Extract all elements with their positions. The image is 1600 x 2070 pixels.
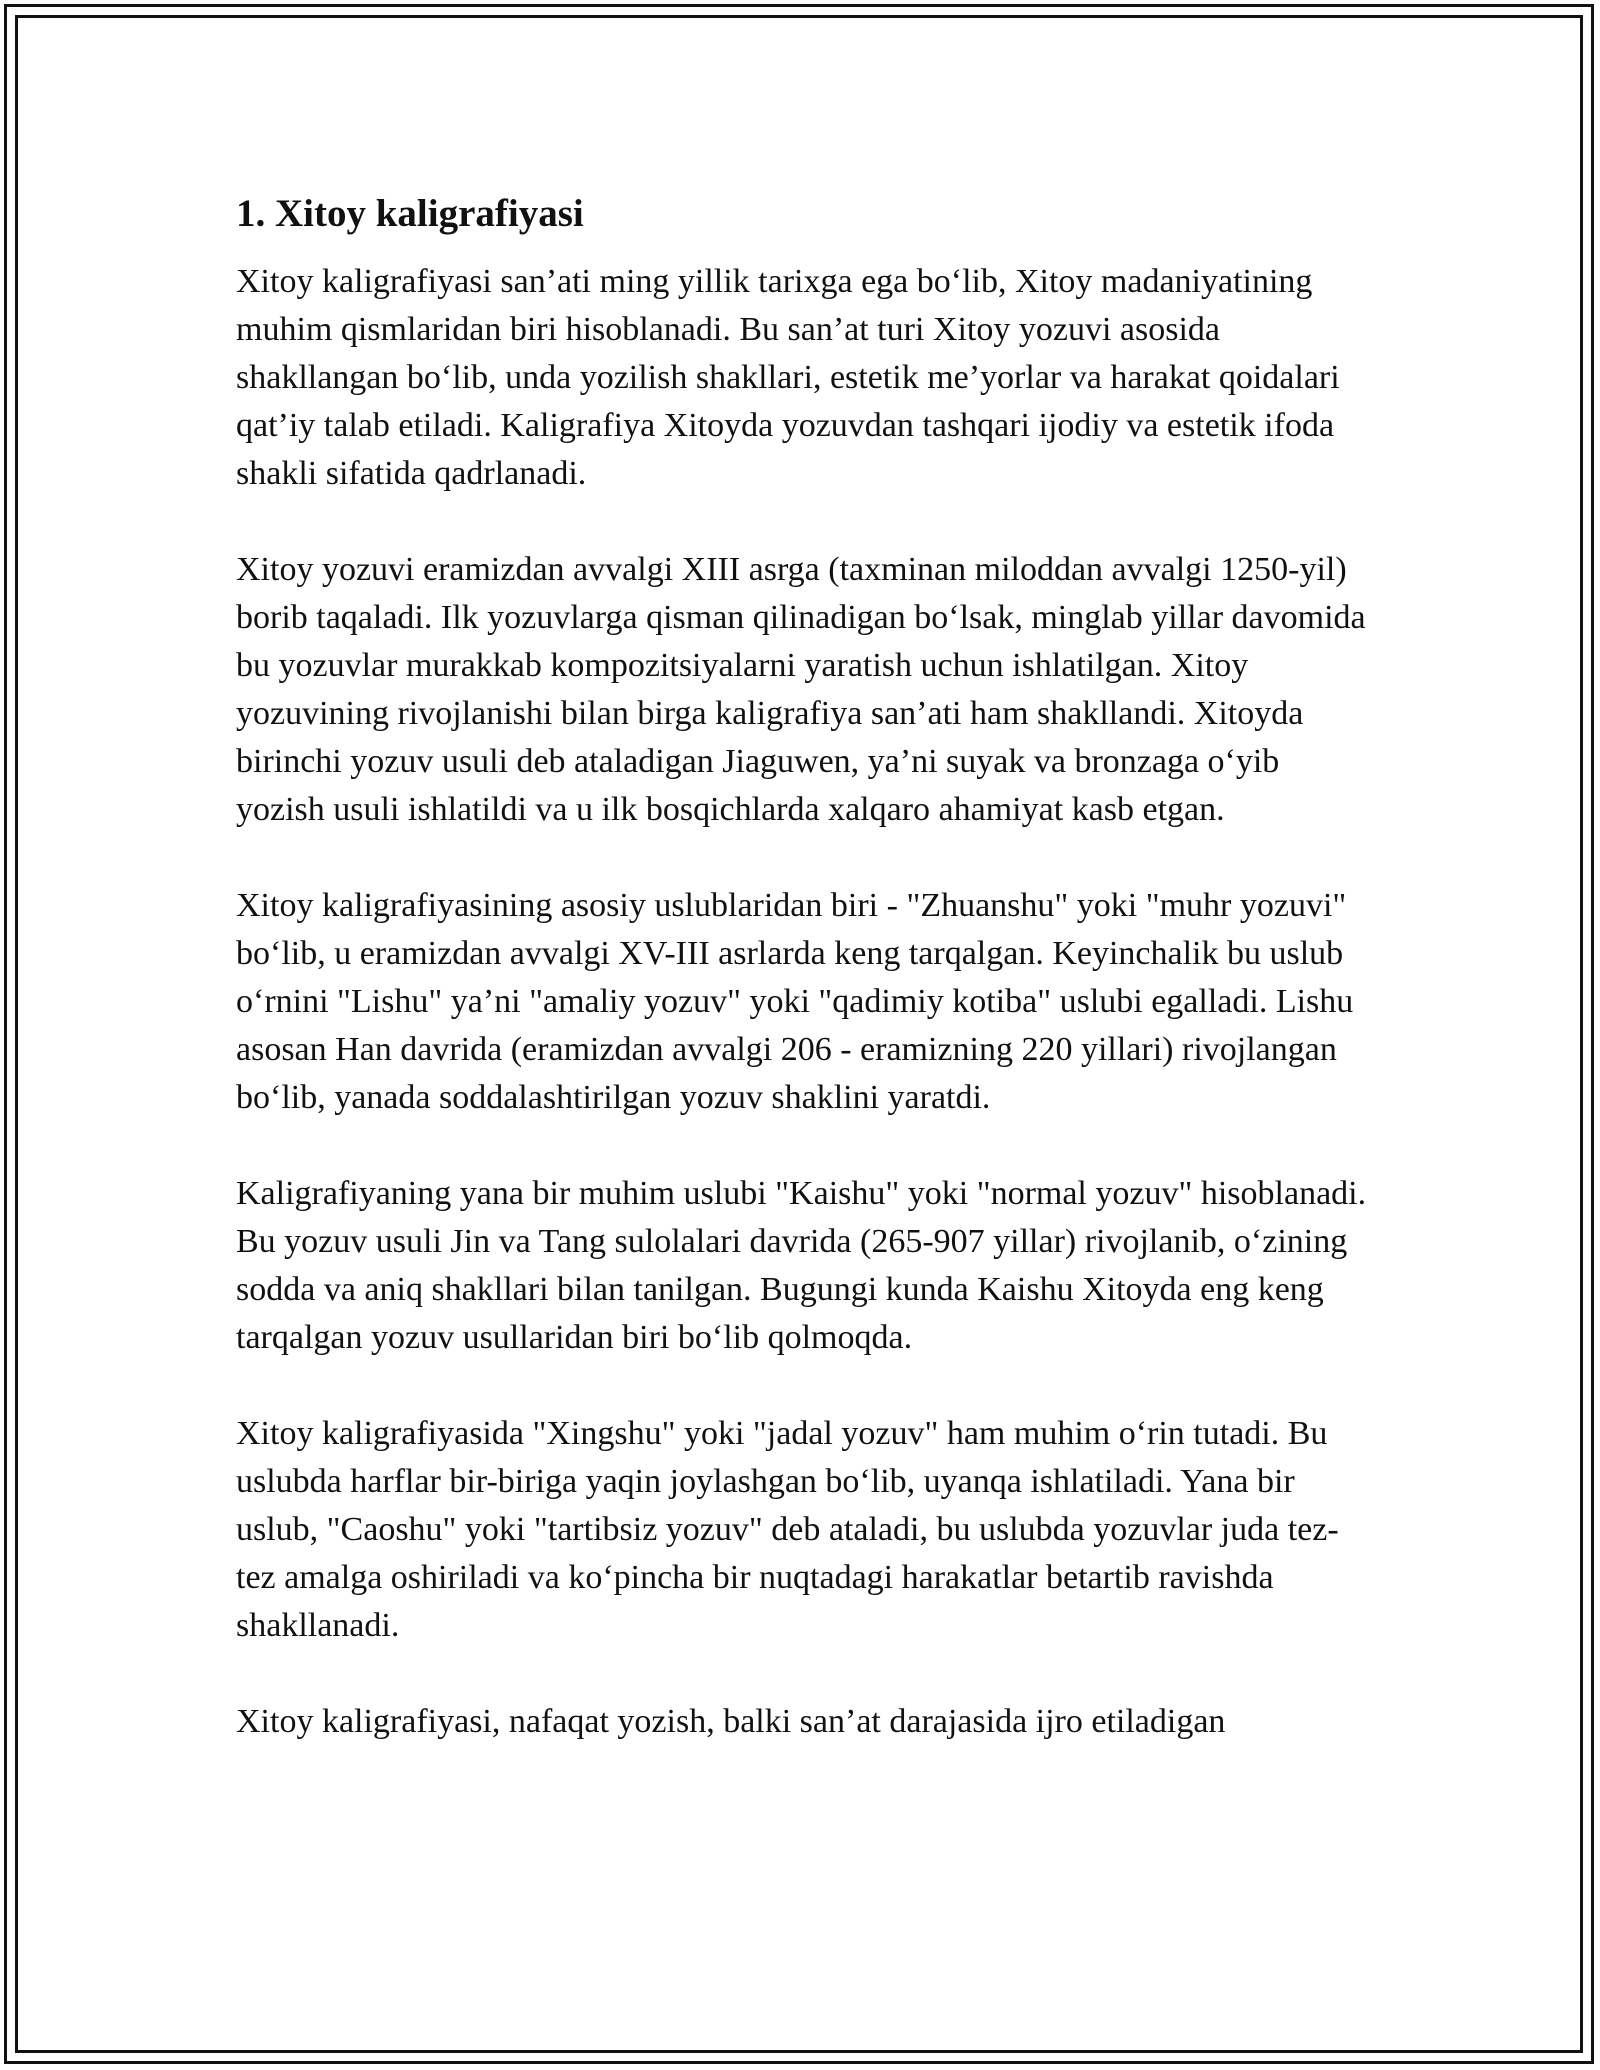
paragraph-history: Xitoy yozuvi eramizdan avvalgi XIII asrga (taxminan miloddan avvalgi 1250-yil) borib taqaladi. Ilk yozuvlarga qisman qilinadigan bo‘lsak, minglab yillar davomida bu yozuvlar murakkab kompozitsiyalarni yaratish uchun ishlatilgan. Xitoy yozuvining rivojlanishi bilan birga kaligrafiya san’ati ham shakllandi. Xitoyda birinchi yozuv usuli deb ataladigan Jiaguwen, ya’ni suyak va bronzaga o‘yib yozish usuli ishlatildi va u ilk bosqichlarda xalqaro ahamiyat kasb etgan. — [236, 551, 1366, 828]
paragraph-zhuanshu-lishu: Xitoy kaligrafiyasining asosiy uslublaridan biri - "Zhuanshu" yoki "muhr yozuvi" bo‘lib, u eramizdan avvalgi XV-III asrlarda keng tarqalgan. Keyinchalik bu uslub o‘rnini "Lishu" ya’ni "amaliy yozuv" yoki "qadimiy kotiba" uslubi egalladi. Lishu asosan Han davrida (eramizdan avvalgi 206 - eramizning 220 yillari) rivojlangan bo‘lib, yanada soddalashtirilgan yozuv shaklini yaratdi. — [236, 887, 1354, 1116]
paragraph-intro: Xitoy kaligrafiyasi san’ati ming yillik tarixga ega bo‘lib, Xitoy madaniyatining muhim qismlaridan biri hisoblanadi. Bu san’at turi Xitoy yozuvi asosida shakllangan bo‘lib, unda yozilish shakllari, estetik me’yorlar va harakat qoidalari qat’iy talab etiladi. Kaligrafiya Xitoyda yozuvdan tashqari ijodiy va estetik ifoda shakli sifatida qadrlanadi. — [236, 263, 1340, 492]
section-title: 1. Xitoy kaligrafiyasi — [236, 192, 584, 235]
paragraph-kaishu: Kaligrafiyaning yana bir muhim uslubi "Kaishu" yoki "normal yozuv" hisoblanadi. Bu yozuv usuli Jin va Tang sulolalari davrida (265-907 yillar) rivojlanib, o‘zining sodda va aniq shakllari bilan tanilgan. Bugungi kunda Kaishu Xitoyda eng keng tarqalgan yozuv usullaridan biri bo‘lib qolmoqda. — [236, 1175, 1367, 1356]
paragraph-xingshu-caoshu: Xitoy kaligrafiyasida "Xingshu" yoki "jadal yozuv" ham muhim o‘rin tutadi. Bu uslubda harflar bir-biriga yaqin joylashgan bo‘lib, uyanqa ishlatiladi. Yana bir uslub, "Caoshu" yoki "tartibsiz yozuv" deb ataladi, bu uslubda yozuvlar juda tez-tez amalga oshiriladi va ko‘pincha bir nuqtadagi harakatlar betartib ravishda shakllanadi. — [236, 1415, 1339, 1644]
paragraph-conclusion: Xitoy kaligrafiyasi, nafaqat yozish, balki san’at darajasida ijro etiladigan — [236, 1703, 1226, 1740]
document-body — [236, 188, 1376, 1794]
